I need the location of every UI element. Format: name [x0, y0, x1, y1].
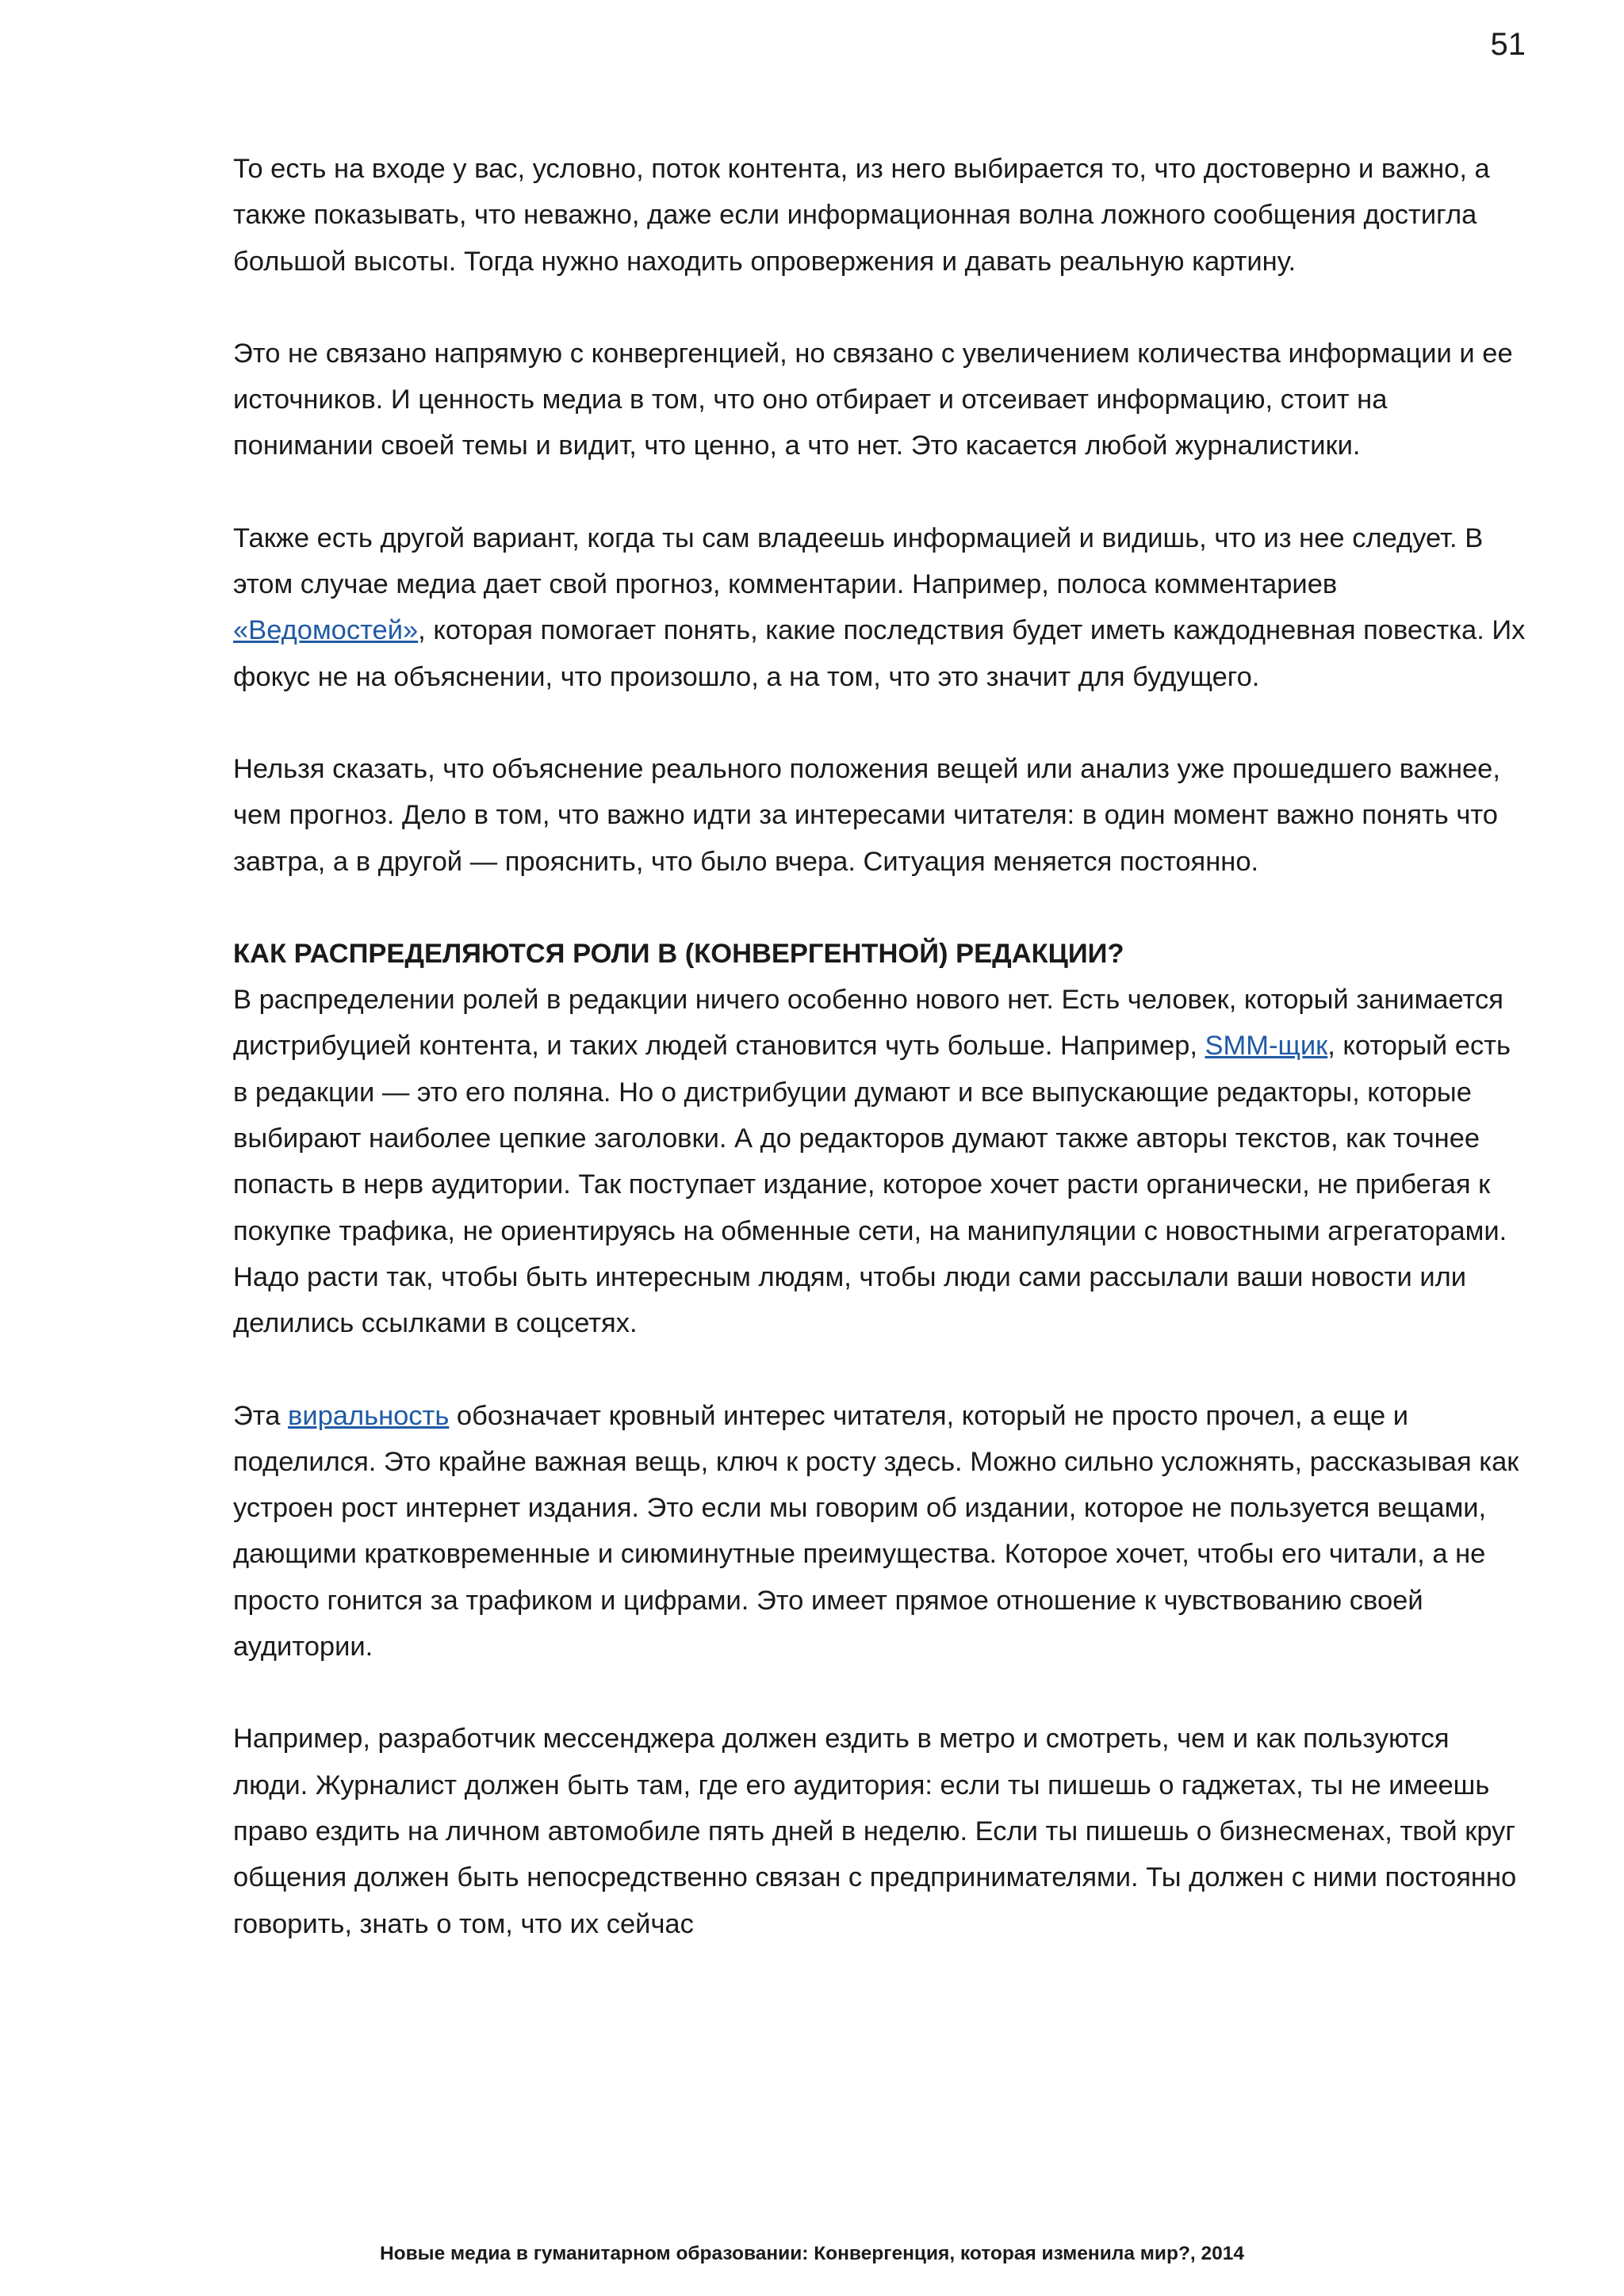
section-paragraph-1-text-after: , который есть в редакции — это его поляна. Но о дистрибуции думают и все выпускающие редакторы, которые выбирают наиболее цепкие заголовки. А до редакторов думают также авторы текстов, как точнее попасть в нерв аудитории. Так поступает издание, которое хочет расти органически, не прибегая к покупке трафика, не ориентируясь на обменные сети, на манипуляции с новостными агрегаторами. Надо расти так, чтобы быть интересным людям, чтобы люди сами рассылали ваши новости или делились ссылками в соцсетях. — [233, 1031, 1511, 1339]
section-paragraph-1 — [233, 977, 1527, 1346]
section-paragraph-2-text-before: Эта — [233, 1400, 288, 1431]
paragraph-2: Это не связано напрямую с конвергенцией, но связано с увеличением количества информации и ее источников. И ценность медиа в том, что оно отбирает и отсеивает информацию, стоит на понимании своей темы и видит, что ценно, а что нет. Это касается любой журналистики. — [233, 338, 1513, 461]
vedomosti-link[interactable]: «Ведомостей» — [233, 615, 419, 646]
section-paragraph-1-text-before: В распределении ролей в редакции ничего особенно нового нет. Есть человек, который занимается дистрибуцией контента, и таких людей становится чуть больше. Например, — [233, 985, 1503, 1062]
smm-link[interactable]: SMM-щик — [1205, 1031, 1328, 1062]
section-paragraph-2 — [233, 1393, 1527, 1670]
paragraph-3-text-after: , которая помогает понять, какие последствия будет иметь каждодневная повестка. Их фокус не на объяснении, что произошло, а на том, что это значит для будущего. — [233, 615, 1526, 692]
paragraph-1: То есть на входе у вас, условно, поток контента, из него выбирается то, что достоверно и важно, а также показывать, что неважно, даже если информационная волна ложного сообщения достигла большой высоты. Тогда нужно находить опровержения и давать реальную картину. — [233, 154, 1490, 277]
paragraph-3 — [233, 515, 1527, 700]
page-number: 51 — [1490, 27, 1526, 62]
virality-link[interactable]: виральность — [287, 1400, 450, 1431]
document-body — [233, 146, 1527, 1993]
section-paragraph-2-text-after: обозначает кровный интерес читателя, который не просто прочел, а еще и поделился. Это крайне важная вещь, ключ к росту здесь. Можно сильно усложнять, рассказывая как устроен рост интернет издания. Это если мы говорим об издании, которое не пользуется вещами, дающими кратковременные и сиюминутные преимущества. Которое хочет, чтобы его читали, а не просто гонится за трафиком и цифрами. Это имеет прямое отношение к чувствованию своей аудитории. — [233, 1400, 1519, 1663]
paragraph-3-text-before: Также есть другой вариант, когда ты сам владеешь информацией и видишь, что из нее следует. В этом случае медиа дает свой прогноз, комментарии. Например, полоса комментариев — [233, 522, 1484, 600]
section-heading: КАК РАСПРЕДЕЛЯЮТСЯ РОЛИ В (КОНВЕРГЕНТНОЙ) РЕДАКЦИИ? — [233, 938, 1124, 969]
page-footer: Новые медиа в гуманитарном образовании: Конвергенция, которая изменила мир?, 2014 — [379, 2243, 1245, 2264]
paragraph-4: Нельзя сказать, что объяснение реального положения вещей или анализ уже прошедшего важнее, чем прогноз. Дело в том, что важно идти за интересами читателя: в один момент важно понять что завтра, а в другой — прояснить, что было вчера. Ситуация меняется постоянно. — [233, 753, 1500, 877]
section-paragraph-3: Например, разработчик мессенджера должен ездить в метро и смотреть, чем и как пользуются люди. Журналист должен быть там, где его аудитория: если ты пишешь о гаджетах, ты не имеешь право ездить на личном автомобиле пять дней в неделю. Если ты пишешь о бизнесменах, твой круг общения должен быть непосредственно связан с предпринимателями. Ты должен с ними постоянно говорить, знать о том, что их сейчас — [233, 1724, 1517, 1939]
